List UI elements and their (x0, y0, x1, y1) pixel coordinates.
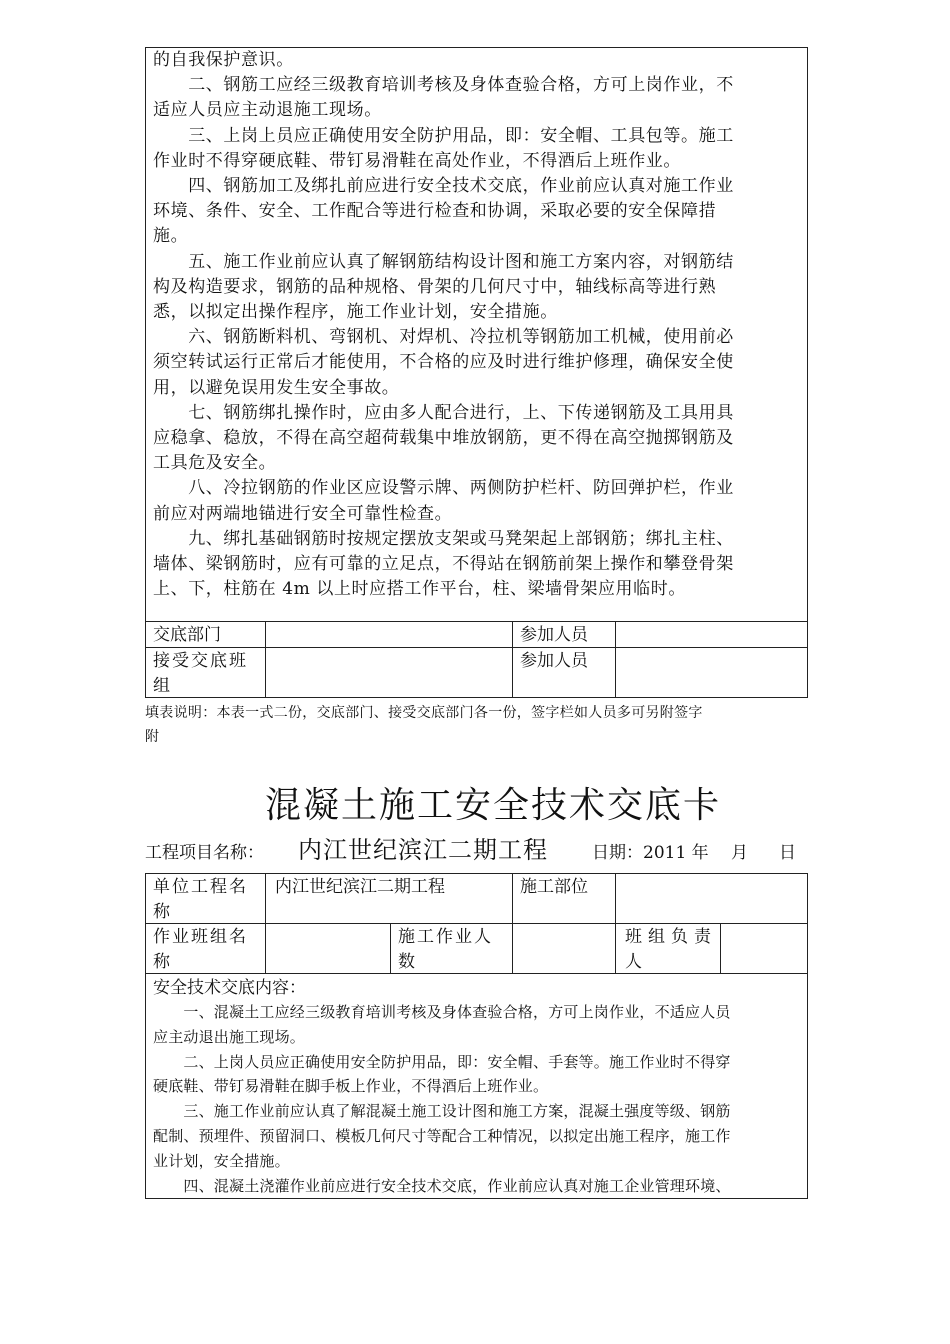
table-divider (145, 647, 808, 648)
rebar-content-line: 适应人员应主动退施工现场。 (153, 100, 382, 121)
concrete-content-line: 一、混凝土工应经三级教育培训考核及身体查验合格，方可上岗作业，不适应人员 (153, 1003, 731, 1021)
month-label: 月 (731, 843, 748, 863)
concrete-content-line: 二、上岗人员应正确使用安全防护用品，即：安全帽、手套等。施工作业时不得穿 (153, 1052, 731, 1071)
work-team-label-cont: 称 (153, 952, 170, 972)
fill-instructions: 填表说明：本表一式二份，交底部门、接受交底部门各一份，签字栏如人员多可另附签字 (145, 705, 703, 721)
concrete-content-line: 配制、预埋件、预留洞口、模板几何尺寸等配合工种情况，以拟定出施工程序，施工作 (153, 1127, 731, 1145)
rebar-content-line: 七、钢筋绑扎操作时，应由多人配合进行，上、下传递钢筋及工具用具 (153, 402, 734, 423)
concrete-content-line: 三、施工作业前应认真了解混凝土施工设计图和施工方案，混凝土强度等级、钢筋 (153, 1102, 731, 1121)
rebar-content-line: 前应对两端地锚进行安全可靠性检查。 (153, 503, 453, 524)
team-leader-label: 班组负责 (625, 927, 717, 947)
unit-project-label-cont: 称 (153, 902, 170, 922)
table-divider (145, 973, 808, 974)
rebar-content-line: 墙体、梁钢筋时，应有可靠的立足点，不得站在钢筋前架上操作和攀登骨架 (153, 554, 734, 574)
table-divider (615, 873, 616, 973)
rebar-content-line: 工具危及安全。 (153, 453, 277, 474)
rebar-content-line: 悉，以拟定出操作程序，施工作业计划，安全措施。 (153, 302, 558, 322)
table-divider (145, 923, 808, 924)
concrete-content-line: 业计划，安全措施。 (153, 1151, 290, 1170)
rebar-content-line: 三、上岗上员应正确使用安全防护用品，即：安全帽、工具包等。施工 (153, 125, 734, 146)
content-heading: 安全技术交底内容： (153, 978, 306, 998)
rebar-content-line: 须空转试运行正常后才能使用，不合格的应及时进行维护修理，确保安全使 (153, 352, 734, 373)
fill-instructions-cont: 附 (145, 729, 160, 745)
table-divider (265, 873, 266, 973)
table-divider (512, 621, 513, 698)
worker-count-label-cont: 数 (398, 952, 415, 972)
concrete-content-line: 四、混凝土浇灌作业前应进行安全技术交底，作业前应认真对施工企业管理环境、 (153, 1176, 731, 1195)
construction-site-label: 施工部位 (520, 877, 588, 897)
receiving-team-label: 接受交底班 (153, 651, 248, 671)
rebar-content-line: 六、钢筋断料机、弯钢机、对焊机、冷拉机等钢筋加工机械，使用前必 (153, 327, 734, 348)
table-divider (512, 923, 513, 973)
rebar-content-line: 的自我保护意识。 (153, 50, 294, 70)
project-name-value: 内江世纪滨江二期工程 (298, 836, 548, 864)
rebar-content-line: 环境、条件、安全、工作配合等进行检查和协调，采取必要的安全保障措 (153, 201, 717, 222)
rebar-content-line: 上、下，柱筋在 4m 以上时应搭工作平台，柱、梁墙骨架应用临时。 (153, 579, 686, 600)
rebar-content-line: 应稳拿、稳放，不得在高空超荷载集中堆放钢筋，更不得在高空抛掷钢筋及 (153, 428, 734, 448)
unit-project-value: 内江世纪滨江二期工程 (275, 877, 445, 897)
rebar-content-line: 五、施工作业前应认真了解钢筋结构设计图和施工方案内容，对钢筋结 (153, 251, 734, 272)
rebar-content-line: 施。 (153, 226, 189, 247)
handover-dept-label: 交底部门 (153, 625, 221, 645)
date-label: 日期：2011 年 (592, 843, 709, 863)
rebar-content-line: 构及构造要求，钢筋的品种规格、骨架的几何尺寸中，轴线标高等进行熟 (153, 276, 717, 297)
table-divider (512, 873, 513, 923)
team-leader-label-cont: 人 (625, 952, 642, 972)
unit-project-label: 单位工程名 (153, 877, 248, 897)
rebar-content-line: 四、钢筋加工及绑扎前应进行安全技术交底，作业前应认真对施工作业 (153, 176, 734, 196)
rebar-content-line: 作业时不得穿硬底鞋、带钉易滑鞋在高处作业，不得酒后上班作业。 (153, 150, 681, 171)
concrete-content-line: 应主动退出施工现场。 (153, 1027, 306, 1046)
concrete-content-line: 硬底鞋、带钉易滑鞋在脚手板上作业，不得酒后上班作业。 (153, 1077, 549, 1096)
rebar-content-line: 二、钢筋工应经三级教育培训考核及身体查验合格，方可上岗作业，不 (153, 75, 734, 96)
rebar-content-line: 用，以避免误用发生安全事故。 (153, 377, 400, 398)
project-name-label: 工程项目名称： (145, 843, 264, 863)
table-divider (390, 923, 391, 973)
worker-count-label: 施工作业人 (398, 927, 493, 947)
rebar-content-line: 八、冷拉钢筋的作业区应设警示牌、两侧防护栏杆、防回弹护栏，作业 (153, 478, 734, 499)
participants-label: 参加人员 (520, 651, 588, 671)
rebar-content-line: 九、绑扎基础钢筋时按规定摆放支架或马凳架起上部钢筋；绑扎主柱、 (153, 528, 734, 549)
table-divider (720, 923, 721, 973)
participants-label: 参加人员 (520, 625, 588, 645)
table-divider (615, 621, 616, 698)
day-label: 日 (779, 843, 796, 863)
receiving-team-label-cont: 组 (153, 676, 170, 696)
page-title: 混凝土施工安全技术交底卡 (265, 785, 722, 826)
table-divider (265, 621, 266, 698)
work-team-label: 作业班组名 (153, 927, 248, 947)
